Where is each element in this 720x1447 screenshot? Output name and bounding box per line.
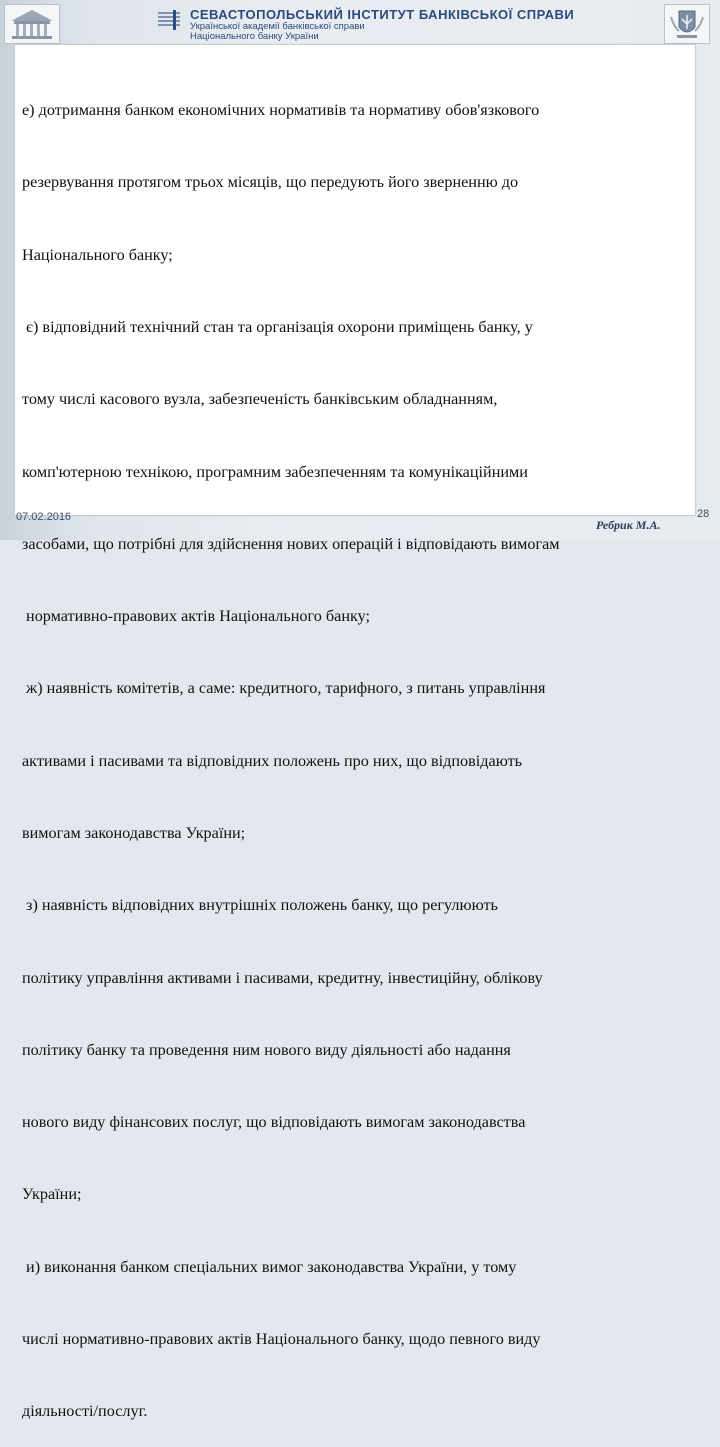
text-line: нового виду фінансових послуг, що відповідають вимогам законодавства	[22, 1113, 526, 1132]
text-line: політику управління активами і пасивами, кредитну, інвестиційну, облікову	[22, 968, 543, 987]
text-line: и) виконання банком спеціальних вимог законодавства України, у тому	[22, 1257, 517, 1276]
institute-title: СЕВАСТОПОЛЬСЬКИЙ ІНСТИТУТ БАНКІВСЬКОЇ СПРАВИ	[190, 7, 575, 22]
text-line: є) відповідний технічний стан та організація охорони приміщень банку, у	[22, 318, 533, 337]
text-line: засобами, що потрібні для здійснення нових операцій і відповідають вимогам	[22, 534, 560, 553]
text-line: вимогам законодавства України;	[22, 824, 246, 842]
text-line: політику банку та проведення ним нового виду діяльності або надання	[22, 1040, 511, 1059]
text-line: тому числі касового вузла, забезпеченість банківським обладнанням,	[22, 390, 498, 409]
text-line: України;	[22, 1185, 82, 1204]
slide-header	[0, 0, 720, 46]
text-line: Національного банку;	[22, 245, 173, 264]
text-line: комп'ютерною технікою, програмним забезпеченням та комунікаційними	[22, 462, 528, 481]
coat-of-arms-emblem-icon	[664, 4, 710, 44]
institute-subtitle	[190, 22, 365, 42]
text-line: активами і пасивами та відповідних положень про них, що відповідають	[22, 751, 523, 770]
text-line: числі нормативно-правових актів Національного банку, щодо певного виду	[22, 1329, 541, 1348]
institute-building-emblem-icon	[4, 4, 60, 44]
institute-subtitle-line-2: Національного банку України	[190, 31, 319, 42]
requirements-text	[22, 50, 694, 1447]
text-line: е) дотримання банком економічних нормативів та нормативу обов'язкового	[22, 101, 540, 120]
striped-logo-icon	[158, 10, 180, 30]
text-line: резервування протягом трьох місяців, що передують його зверненню до	[22, 173, 519, 192]
text-line: нормативно-правових актів Національного банку;	[22, 607, 370, 626]
footer-author: Ребрик М.А.	[596, 518, 661, 532]
text-line: діяльності/послуг.	[22, 1402, 148, 1421]
page-number: 28	[697, 508, 710, 520]
text-line: ж) наявність комітетів, а саме: кредитного, тарифного, з питань управління	[22, 679, 546, 698]
footer-date: 07.02.2016	[16, 511, 72, 523]
text-line: з) наявність відповідних внутрішніх положень банку, що регулюють	[22, 896, 498, 915]
institute-subtitle-line-1: Української академії банківської справи	[190, 21, 365, 32]
